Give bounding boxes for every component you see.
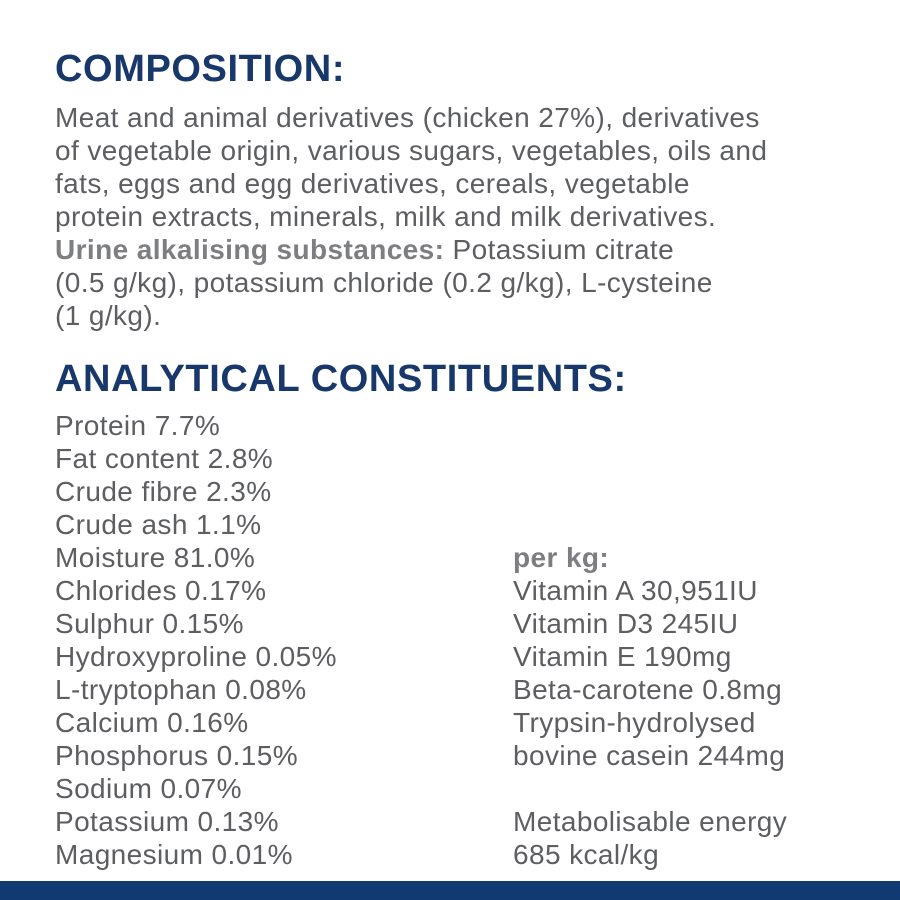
per-kg-label: per kg: [513,542,610,573]
analytical-item-vitamin-d3: Vitamin D3 245IU [513,608,739,639]
analytical-right-column [513,409,860,871]
analytical-item-fat-content: Fat content 2.8% [55,443,274,474]
analytical-item-chlorides: Chlorides 0.17% [55,575,267,606]
composition-line-4: protein extracts, minerals, milk and milk derivatives. [55,201,717,232]
composition-heading: COMPOSITION: [55,48,346,90]
urine-substances-line [55,233,860,266]
composition-line-1: Meat and animal derivatives (chicken 27%), derivatives [55,102,760,133]
right-column-top-spacer [513,409,860,541]
analytical-item-sulphur: Sulphur 0.15% [55,608,244,639]
analytical-item-bovine-casein: bovine casein 244mg [513,740,786,771]
analytical-item-crude-ash: Crude ash 1.1% [55,509,262,540]
analytical-item-hydroxyproline: Hydroxyproline 0.05% [55,641,337,672]
urine-substances-line-3: (1 g/kg). [55,300,162,331]
metabolisable-energy-line-1: Metabolisable energy [513,806,788,837]
composition-line-2: of vegetable origin, various sugars, vegetables, oils and [55,135,768,166]
composition-paragraph [55,101,860,332]
analytical-item-calcium: Calcium 0.16% [55,707,249,738]
urine-substances-rest: Potassium citrate [444,234,675,265]
energy-spacer [513,772,860,805]
analytical-item-magnesium: Magnesium 0.01% [55,839,293,870]
analytical-section [55,358,860,871]
analytical-item-trypsin-hydrolysed: Trypsin-hydrolysed [513,707,756,738]
label-content [55,48,860,871]
bottom-bar [0,881,900,900]
urine-substances-line-2: (0.5 g/kg), potassium chloride (0.2 g/kg), L-cysteine [55,267,713,298]
analytical-item-beta-carotene: Beta-carotene 0.8mg [513,674,783,705]
composition-section [55,48,860,332]
analytical-item-phosphorus: Phosphorus 0.15% [55,740,299,771]
analytical-item-sodium: Sodium 0.07% [55,773,242,804]
analytical-heading: ANALYTICAL CONSTITUENTS: [55,358,627,400]
metabolisable-energy-line-2: 685 kcal/kg [513,839,660,870]
composition-line-3: fats, eggs and egg derivatives, cereals, vegetable [55,168,690,199]
analytical-item-protein: Protein 7.7% [55,410,221,441]
analytical-item-l-tryptophan: L-tryptophan 0.08% [55,674,307,705]
analytical-columns [55,409,860,871]
analytical-item-vitamin-e: Vitamin E 190mg [513,641,732,672]
analytical-item-crude-fibre: Crude fibre 2.3% [55,476,272,507]
analytical-item-moisture: Moisture 81.0% [55,542,256,573]
analytical-left-column [55,409,513,871]
analytical-item-vitamin-a: Vitamin A 30,951IU [513,575,758,606]
urine-substances-label: Urine alkalising substances: [55,234,445,265]
analytical-item-potassium: Potassium 0.13% [55,806,279,837]
